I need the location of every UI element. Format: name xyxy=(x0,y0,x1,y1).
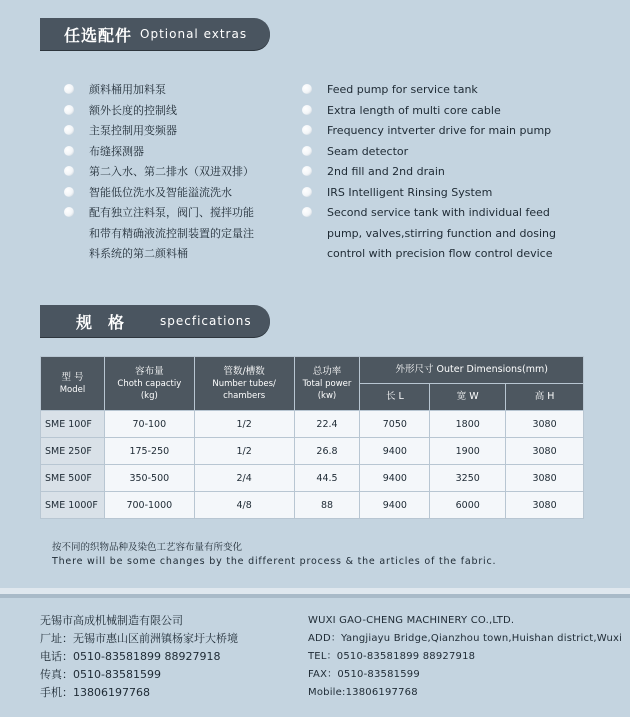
header-height: 高 H xyxy=(506,384,584,411)
extras-list-en xyxy=(302,80,622,265)
list-item: 配有独立注料泵，阀门、搅拌功能 和带有精确液流控制装置的定量注 料系统的第二颜料桶 xyxy=(64,203,299,265)
list-item: 第二入水、第二排水（双进双排） xyxy=(64,162,299,183)
optional-extras-title-en: Optional extras xyxy=(140,27,248,41)
header-width: 宽 W xyxy=(430,384,506,411)
header-capacity: 容布量 Choth capactiy (kg) xyxy=(104,357,194,411)
phone-zh: 电话：0510-83581899 88927918 xyxy=(40,650,221,663)
fax-en: FAX：0510-83581599 xyxy=(308,669,420,680)
specifications-table xyxy=(40,356,584,519)
contact-en xyxy=(308,612,628,702)
bullet-icon xyxy=(302,105,312,115)
list-item: Seam detector xyxy=(302,142,622,163)
list-item: Second service tank with individual feed pump, valves,stirring function and dosing control with precision flow control device xyxy=(302,203,622,265)
fax-zh: 传真：0510-83581599 xyxy=(40,668,161,681)
specifications-title-en: specfications xyxy=(160,314,252,328)
list-item: 智能低位洗水及智能溢流洗水 xyxy=(64,183,299,204)
specifications-title-zh: 规格 xyxy=(76,312,141,332)
divider xyxy=(0,594,630,598)
list-item: Feed pump for service tank xyxy=(302,80,622,101)
company-name-zh: 无锡市高成机械制造有限公司 xyxy=(40,614,183,627)
bullet-icon xyxy=(302,207,312,217)
contact-zh xyxy=(40,612,300,702)
address-en: ADD：Yangjiayu Bridge,Qianzhou town,Huishan district,Wuxi xyxy=(308,633,623,644)
table-row: SME 100F 70-100 1/2 22.4 7050 1800 3080 xyxy=(41,411,584,438)
list-item: 2nd fill and 2nd drain xyxy=(302,162,622,183)
bullet-icon xyxy=(302,166,312,176)
header-dimensions: 外形尺寸 Outer Dimensions(mm) xyxy=(360,357,584,384)
table-row: SME 500F 350-500 2/4 44.5 9400 3250 3080 xyxy=(41,465,584,492)
note-zh: 按不同的织物品种及染色工艺容布量有所变化 xyxy=(52,542,243,553)
list-item: 额外长度的控制线 xyxy=(64,101,299,122)
bullet-icon xyxy=(302,146,312,156)
bullet-icon xyxy=(302,125,312,135)
header-tubes: 管数/槽数 Number tubes/ chambers xyxy=(194,357,294,411)
bullet-icon xyxy=(64,125,74,135)
bullet-icon xyxy=(64,105,74,115)
header-length: 长 L xyxy=(360,384,430,411)
specifications-header xyxy=(40,305,270,337)
bullet-icon xyxy=(302,84,312,94)
address-zh: 厂址：无锡市惠山区前洲镇杨家圩大桥境 xyxy=(40,632,238,645)
optional-extras-title-zh: 任选配件 xyxy=(64,25,133,45)
bullet-icon xyxy=(64,146,74,156)
bullet-icon xyxy=(64,207,74,217)
header-model: 型 号 Model xyxy=(41,357,105,411)
bullet-icon xyxy=(64,166,74,176)
table-row: SME 250F 175-250 1/2 26.8 9400 1900 3080 xyxy=(41,438,584,465)
bullet-icon xyxy=(64,187,74,197)
capacity-note xyxy=(52,541,496,569)
header-power: 总功率 Total power (kw) xyxy=(294,357,360,411)
bullet-icon xyxy=(64,84,74,94)
company-name-en: WUXI GAO-CHENG MACHINERY CO.,LTD. xyxy=(308,615,515,626)
extras-list-zh xyxy=(64,80,299,265)
tel-en: TEL：0510-83581899 88927918 xyxy=(308,651,476,662)
list-item: 布缝探测器 xyxy=(64,142,299,163)
optional-extras-header xyxy=(40,18,270,50)
list-item: 主泵控制用变频器 xyxy=(64,121,299,142)
list-item: 颜料桶用加料泵 xyxy=(64,80,299,101)
list-item: Frequency intverter drive for main pump xyxy=(302,121,622,142)
mobile-zh: 手机：13806197768 xyxy=(40,686,150,699)
list-item: Extra length of multi core cable xyxy=(302,101,622,122)
note-en: There will be some changes by the different process & the articles of the fabric. xyxy=(52,556,497,567)
list-item: IRS Intelligent Rinsing System xyxy=(302,183,622,204)
bullet-icon xyxy=(302,187,312,197)
mobile-en: Mobile:13806197768 xyxy=(308,687,418,698)
table-row: SME 1000F 700-1000 4/8 88 9400 6000 3080 xyxy=(41,492,584,519)
